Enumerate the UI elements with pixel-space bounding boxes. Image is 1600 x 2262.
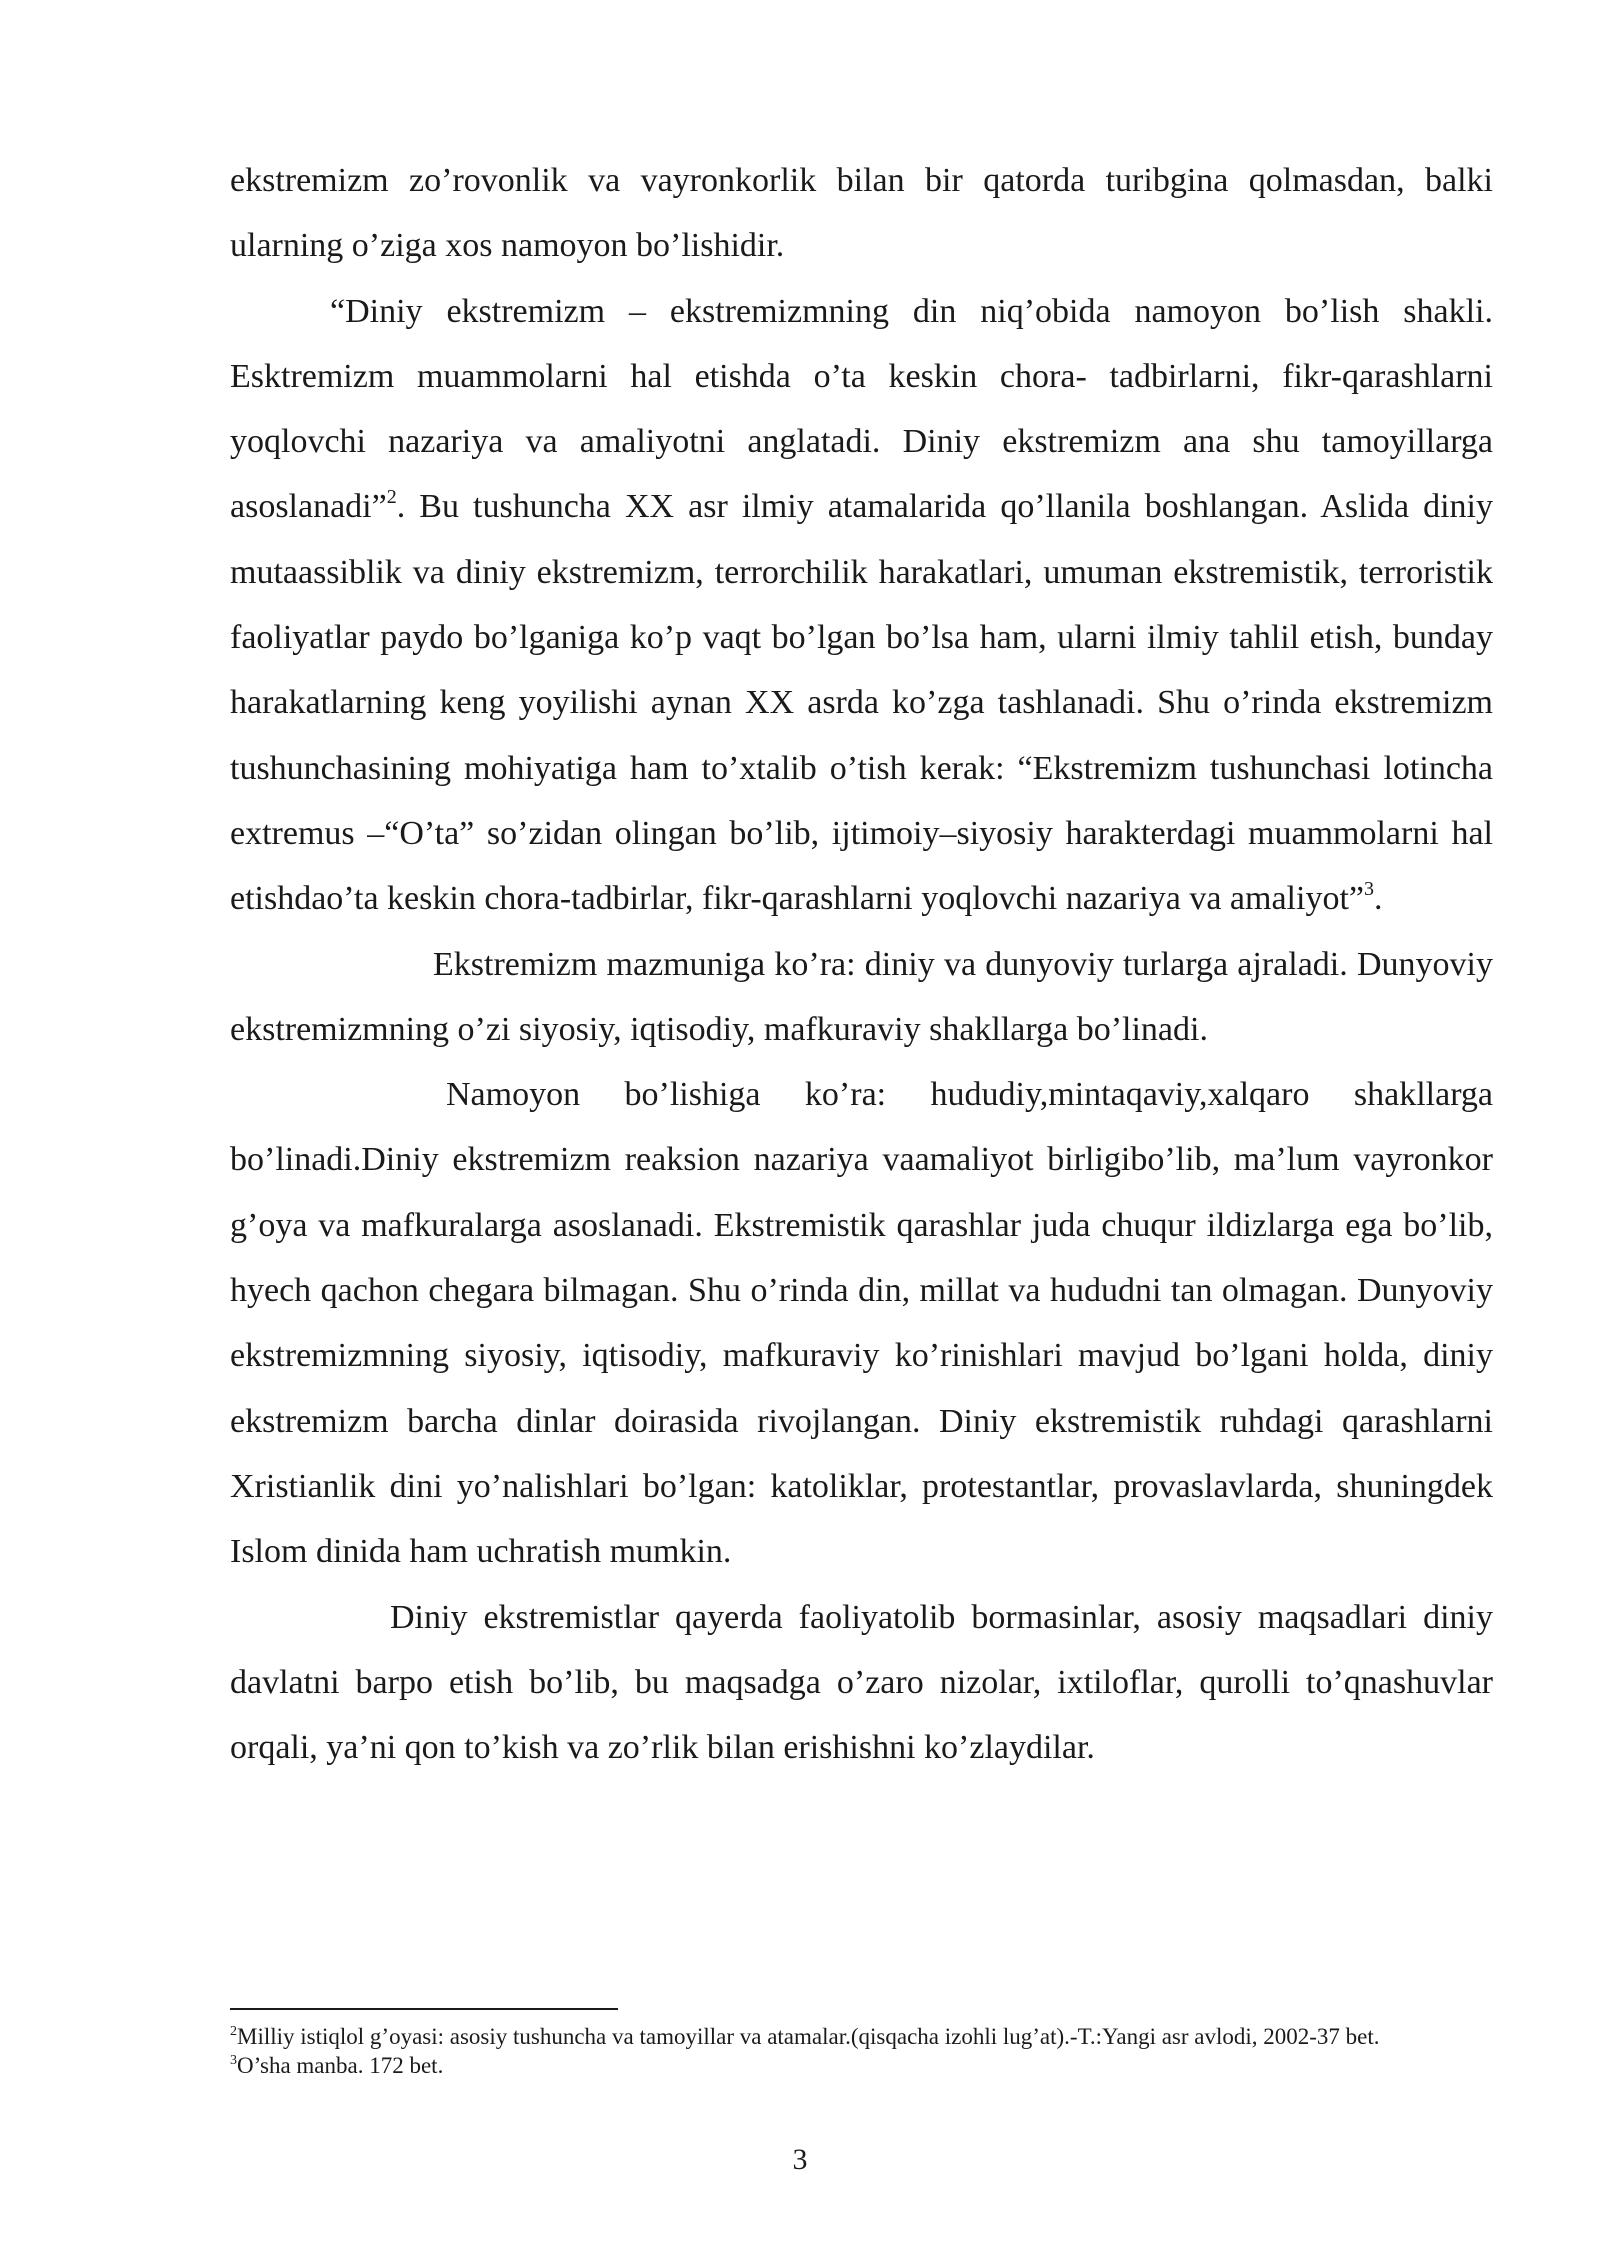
paragraph-4 <box>230 1062 1493 1584</box>
footnotes <box>230 2022 1493 2080</box>
footnote-separator <box>230 2008 618 2010</box>
paragraph-4-text: Namoyon bo’lishiga ko’ra: hududiy,mintaqaviy,xalqaro shakllarga bo’linadi.Diniy ekstremizm reaksion nazariya vaamaliyot birligibo’lib, ma’lum vayronkor g’oya va mafkuralarga asoslanadi. Ekstremistik qarashlar juda chuqur ildizlarga ega bo’lib, hyech qachon chegara bilmagan. Shu o’rinda din, millat va hududni tan olmagan. Dunyoviy ekstremizmning siyosiy, iqtisodiy, mafkuraviy ko’rinishlari mavjud bo’lgani holda, diniy ekstremizm barcha dinlar doirasida rivojlangan. Diniy ekstremistik ruhdagi qarashlarni Xristianlik dini yo’nalishlari bo’lgan: katoliklar, protestantlar, provaslavlarda, shuningdek Islom dinida ham uchratish mumkin. <box>230 1076 1493 1571</box>
footnote-ref-2: 2 <box>386 486 397 509</box>
paragraph-2-text-b: . Bu tushuncha XX asr ilmiy atamalarida qo’llanila boshlangan. Aslida diniy mutaassiblik va diniy ekstremizm, terrorchilik harakatlari, umuman ekstremistik, terroristik faoliyatlar paydo bo’lganiga ko’p vaqt bo’lgan bo’lsa ham, ularni ilmiy tahlil etish, bunday harakatlarning keng yoyilishi aynan XX asrda ko’zga tashlanadi. Shu o’rinda ekstremizm tushunchasining mohiyatiga ham to’xtalib o’tish kerak: “Ekstremizm tushunchasi lotincha extremus –“O’ta” so’zidan olingan bo’lib, ijtimoiy–siyosiy harakterdagi muammolarni hal etishdao’ta keskin chora-tadbirlar, fikr-qarashlarni yoqlovchi nazariya va amaliyot” <box>230 488 1493 918</box>
paragraph-2-text-c: . <box>1374 880 1383 918</box>
paragraph-5 <box>230 1585 1493 1781</box>
footnote-3-text: O’sha manba. 172 bet. <box>237 2053 444 2078</box>
paragraph-1 <box>230 148 1493 279</box>
paragraph-5-text: Diniy ekstremistlar qayerda faoliyatolib bormasinlar, asosiy maqsadlari diniy davlatni barpo etish bo’lib, bu maqsadga o’zaro nizolar, ixtiloflar, qurolli to’qnashuvlar orqali, ya’ni qon to’kish va zo’rlik bilan erishishni ko’zlaydilar. <box>230 1598 1493 1767</box>
footnote-3 <box>230 2051 1493 2080</box>
main-text <box>230 148 1493 1780</box>
footnote-2-number: 2 <box>230 2024 237 2039</box>
footnote-2 <box>230 2022 1493 2051</box>
paragraph-2-text-a: “Diniy ekstremizm – ekstremizmning din niq’obida namoyon bo’lish shakli. Esktremizm muammolarni hal etishda o’ta keskin chora- tadbirlarni, fikr-qarashlarni yoqlovchi nazariya va amaliyotni anglatadi. Diniy ekstremizm ana shu tamoyillarga asoslanadi” <box>230 292 1493 526</box>
footnote-2-text: Milliy istiqlol g’oyasi: asosiy tushuncha va tamoyillar va atamalar.(qisqacha izohli lug’at).-T.:Yangi asr avlodi, 2002-37 bet. <box>237 2024 1380 2049</box>
page-number: 3 <box>792 2143 808 2176</box>
footnote-3-number: 3 <box>230 2053 237 2068</box>
paragraph-3 <box>230 932 1493 1063</box>
paragraph-3-text: Ekstremizm mazmuniga ko’ra: diniy va dunyoviy turlarga ajraladi. Dunyoviy ekstremizmning o’zi siyosiy, iqtisodiy, mafkuraviy shakllarga bo’linadi. <box>230 945 1493 1048</box>
paragraph-2 <box>230 279 1493 932</box>
paragraph-1-text: ekstremizm zo’rovonlik va vayronkorlik bilan bir qatorda turibgina qolmasdan, balki ularning o’ziga xos namoyon bo’lishidir. <box>230 162 1493 265</box>
footnote-ref-3: 3 <box>1364 878 1374 901</box>
